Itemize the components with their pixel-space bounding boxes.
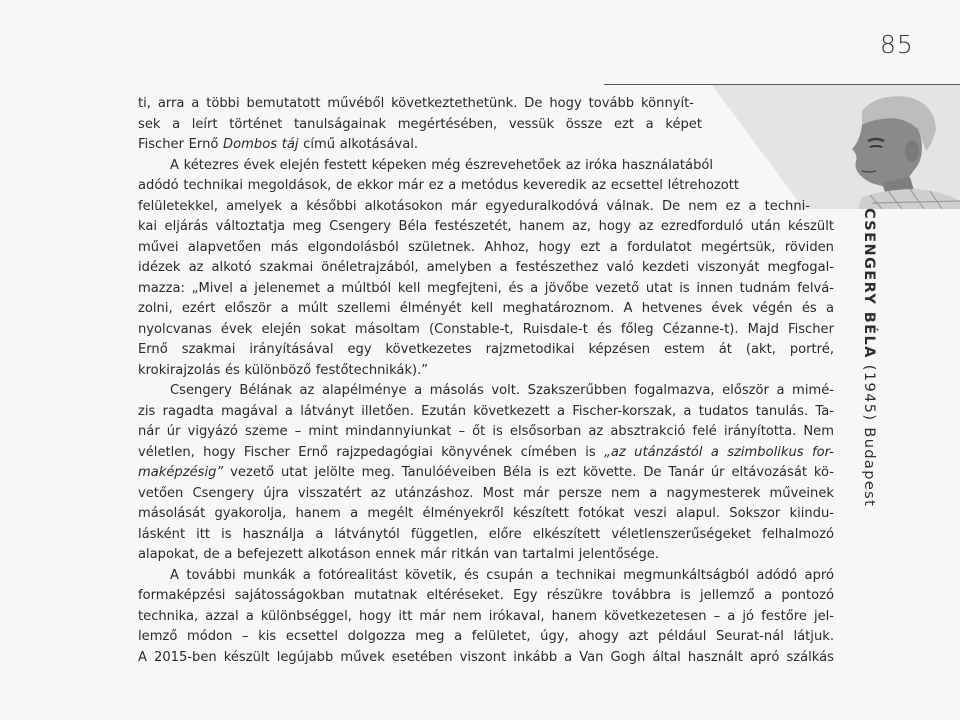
text-line: művei alapvetően más elgondolásból születnek. Ahhoz, hogy ezt a fordulatot megértsük, röviden: [138, 239, 834, 255]
text-line: ti, arra a többi bemutatott művéből következtethetünk. De hogy tovább könnyít-: [138, 96, 694, 111]
text-line: idézek az alkotó szakmai önéletrajzából, amelyben a festészethez való kezdeti viszonyát megfogal-: [138, 260, 834, 275]
text-line: formaképzési sajátosságokban mutatnak eltéréseket. Egy részükre továbbra is jellemző a pontozó: [138, 588, 834, 603]
text-line: maképzésig” vezető utat jelölte meg. Tanulóéveiben Béla is ezt követte. De Tanár úr eltávozását kö-: [138, 465, 834, 480]
text-line: alapokat, de a befejezett alkotáson ennek már ritkán van tartalmi jelentősége.: [138, 547, 660, 562]
page-number: 85: [880, 30, 914, 59]
text-line: lemző módon – kis ecsettel dolgozza meg a felületet, úgy, ahogy azt például Seurat-nál látjuk.: [138, 629, 834, 644]
text-line: kai eljárás változtatja meg Csengery Béla festészetét, hanem az, hogy az ezredforduló után készült: [138, 219, 834, 234]
article-body: [138, 94, 834, 668]
text-line: Fischer Ernő Dombos táj című alkotásával.: [138, 137, 419, 152]
text-line: A 2015-ben készült legújabb művek esetében viszont inkább a Van Gogh által használt apró szálkás: [138, 649, 834, 665]
text-line: mazza: „Mivel a jelenemet a múltból kell megfejteni, és a jövőbe vezető utat is innen tudnám felvá-: [138, 280, 834, 296]
text-line: másolását gyakorolja, hanem a megélt élményekről készített fotókat veszi alapul. Sokszor kiindu-: [138, 506, 834, 521]
birth-info: (1945) Budapest: [861, 364, 877, 508]
text-line: A további munkák a fotórealitást követik, és csupán a technikai megmunkáltságból adódó apró: [170, 567, 834, 583]
text-line: Csengery Bélának az alapélménye a másolás volt. Szakszerűbben fogalmazva, először a mimé-: [170, 383, 834, 398]
text-line: vetően Csengery újra visszatért az utánzáshoz. Most már persze nem a nagymesterek műveinek: [138, 485, 834, 501]
text-line: Ernő szakmai irányításával egy következetes rajzmetodikai képzésen estem át (akt, portré,: [138, 342, 834, 357]
text-line: krokirajzolás és különböző festőtechnikák).”: [138, 362, 429, 378]
text-line: felületekkel, amelyek a későbbi alkotásokon már egyeduralkodóvá válnak. De nem ez a techni-: [138, 198, 810, 214]
text-line: lásként itt is használja a látványtól független, előre elkészített véletlenszerűségeket felhalmozó: [138, 526, 834, 542]
text-line: zolni, ezért először a múlt szellemi élményét kell meghatároznom. A hetvenes évek végén és a: [138, 301, 834, 316]
text-line: zis ragadta magával a látványt illetően. Ezután következett a Fischer-korszak, a tudatos tanulás. Ta-: [138, 403, 834, 419]
text-line: sek a leírt történet tanulságainak megértésében, vessük össze ezt a képet: [138, 116, 702, 132]
italic-title: maképzésig”: [138, 465, 224, 480]
text-line: véletlen, hogy Fischer Ernő rajzpedagógiai könyvének címében is „az utánzástól a szimbolikus for-: [138, 444, 834, 460]
italic-title: „az utánzástól a szimbolikus for-: [604, 444, 834, 460]
text-line: A kétezres évek elején festett képeken még észrevehetőek az iróka használatából: [170, 157, 714, 173]
text-line: adódó technikai megoldások, de ekkor már ez a metódus keveredik az ecsettel létrehozott: [138, 178, 740, 193]
italic-title: Dombos táj: [223, 137, 299, 152]
artist-title-vertical: [861, 208, 877, 507]
text-line: nyolcvanas évek elején sokat másoltam (Constable-t, Ruisdale-t és főleg Cézanne-t). Majd Fischer: [138, 321, 834, 337]
header-rule: [604, 84, 960, 85]
text-line: technika, azzal a különbséggel, hogy itt már nem irókaval, hanem következetesen – a jó festőre jel-: [138, 608, 834, 624]
artist-name: CSENGERY BÉLA: [861, 208, 877, 359]
text-line: nár úr vigyázó szeme – mint mindannyiunkat – őt is elsősorban az absztrakció felé irányította. Nem: [138, 424, 834, 439]
